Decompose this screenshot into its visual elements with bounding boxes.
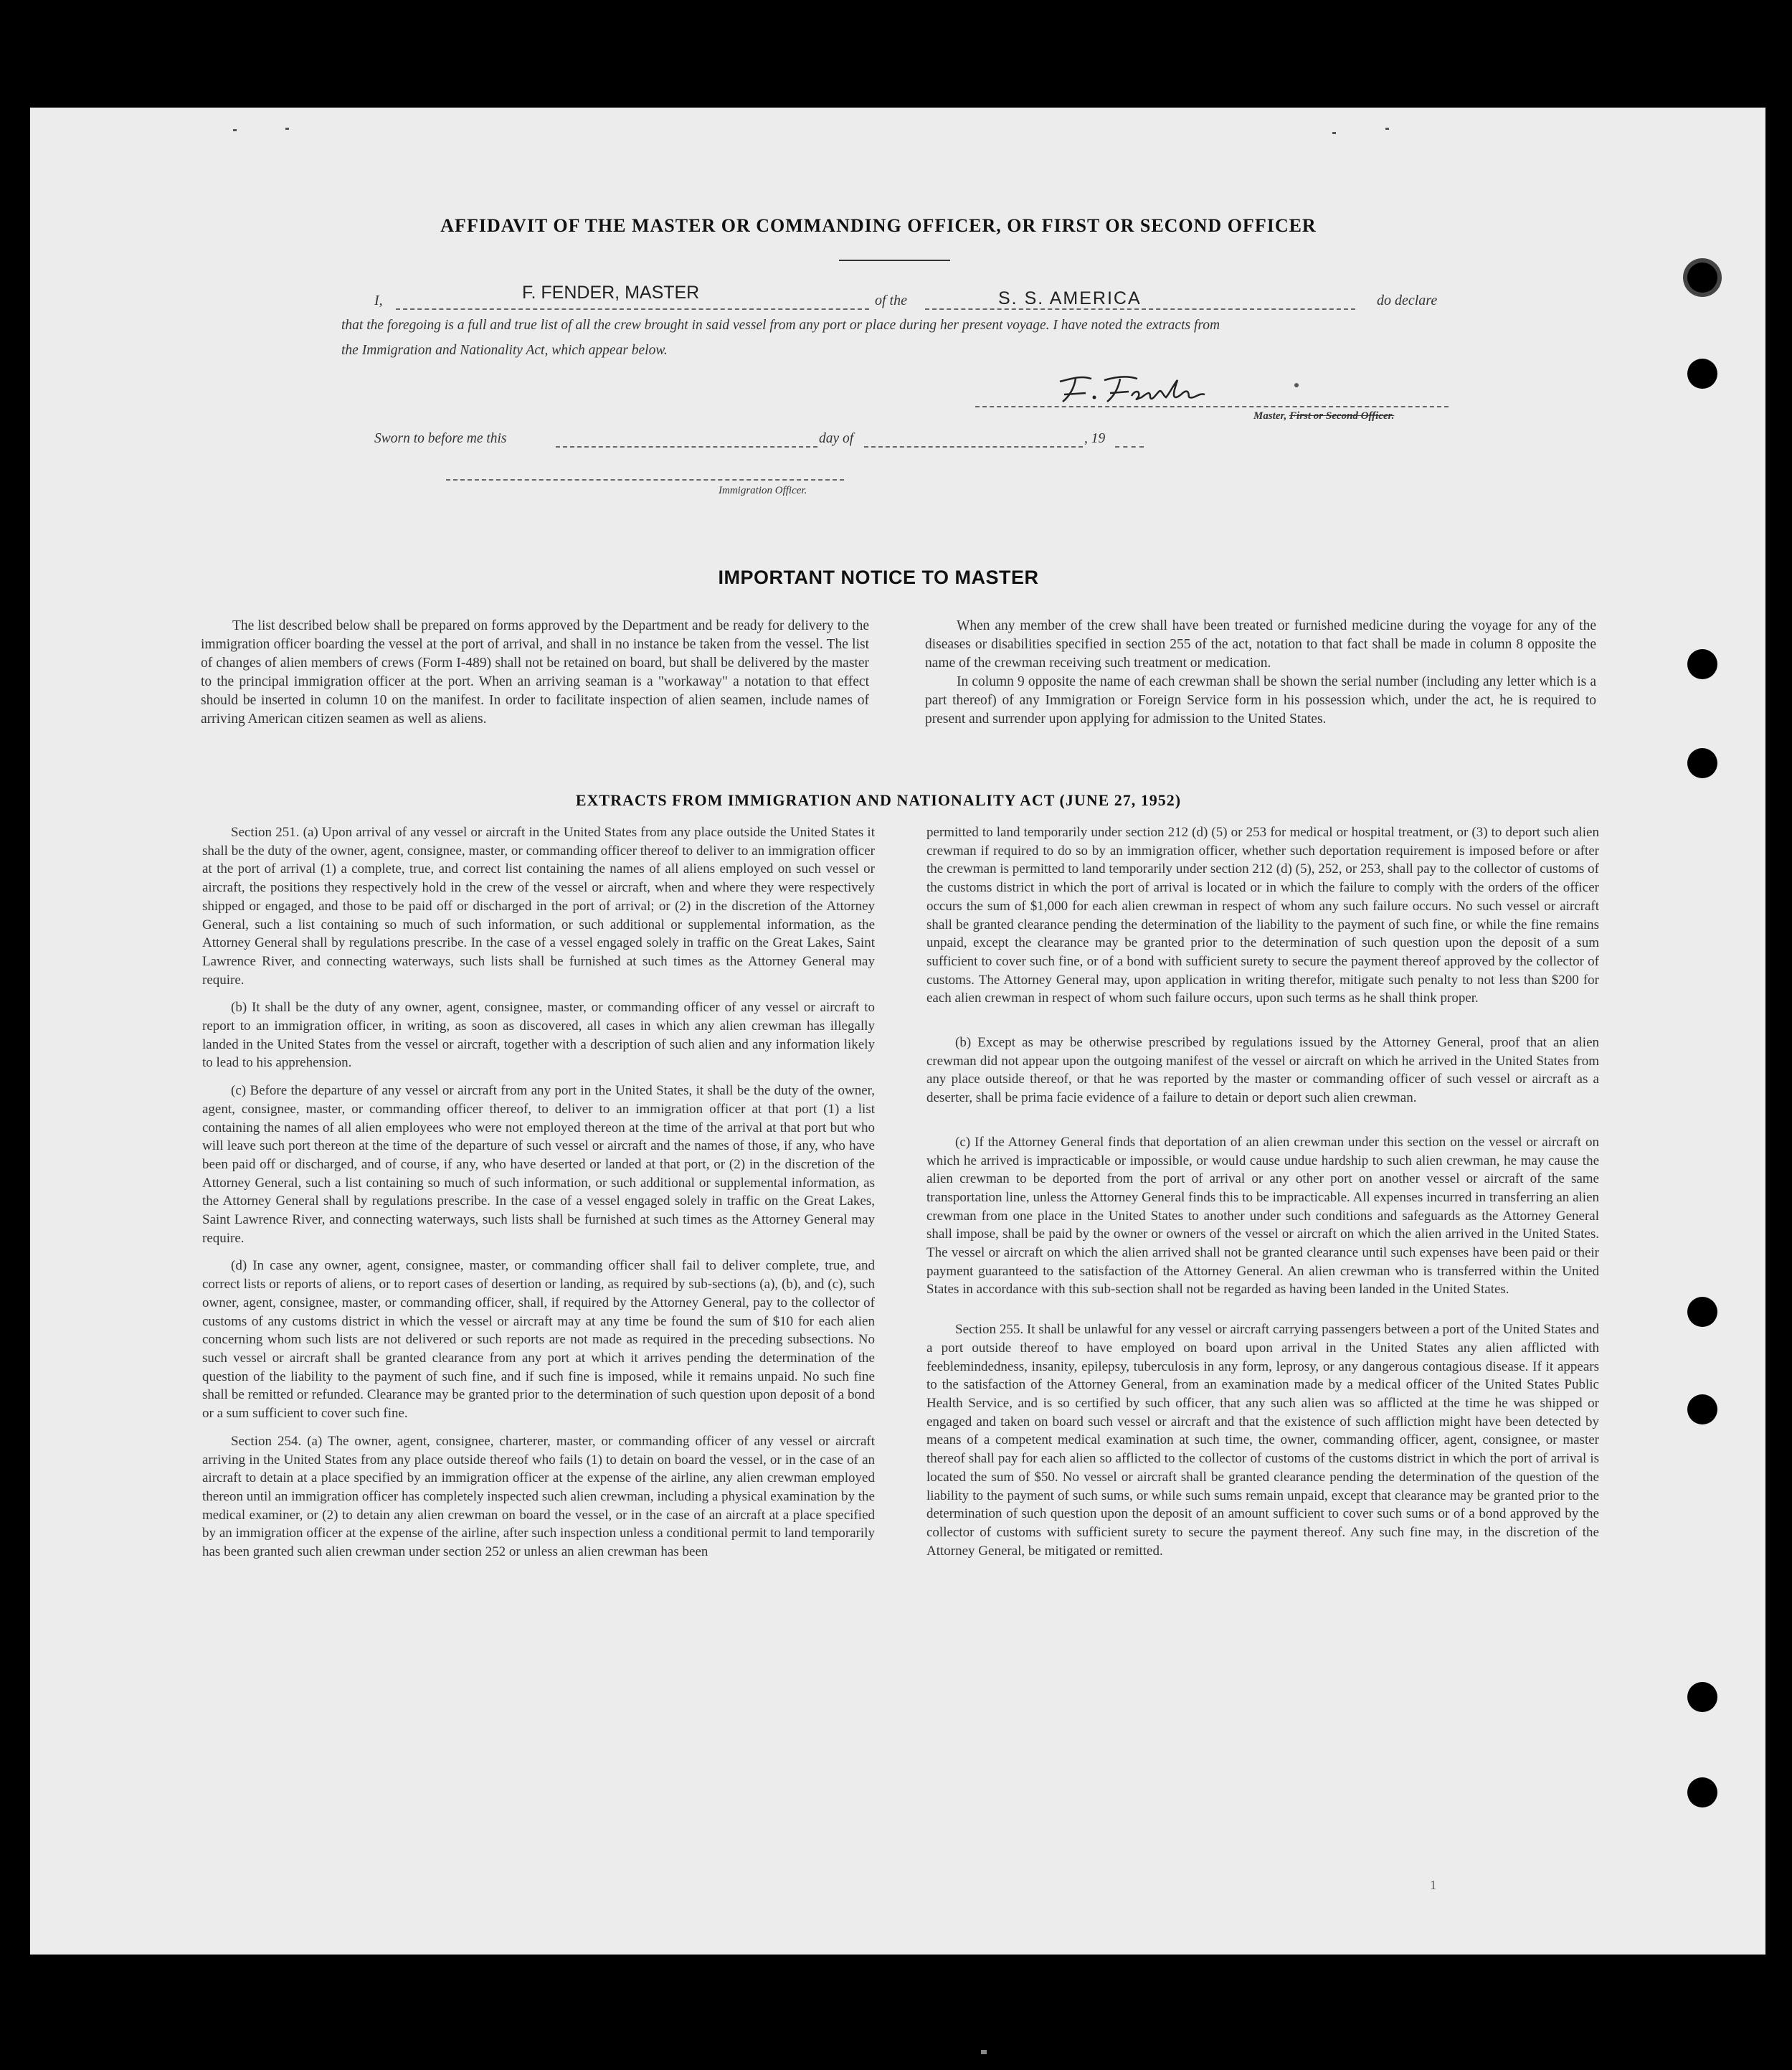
immigration-officer-line [446, 479, 844, 481]
affidavit-prefix: I, [374, 293, 383, 308]
scan-speck [981, 2050, 987, 2054]
day-of-label: day of [819, 431, 854, 446]
notice-title: IMPORTANT NOTICE TO MASTER [718, 567, 1039, 588]
punch-hole [1687, 263, 1717, 293]
year-line [1115, 446, 1144, 448]
section-254-a: Section 254. (a) The owner, agent, consignee, charterer, master, or commanding officer of any vessel or aircraft arriving in the United States from any place outside thereof who fails (1) to detain on board the vessel, or in the case of an aircraft to detain at a place specified by an immigration officer at the expense of the airline, any alien crewman employed thereon until an immigration officer has completely inspected such alien crewman, including a physical examination by the medical examiner, or (2) to detain any alien crewman on board the vessel, or in the case of an aircraft at a place specified by an immigration officer at the expense of the airline, after such inspection unless a conditional permit to land temporarily has been granted such alien crewman under section 252 or unless an alien crewman has been [202, 1433, 875, 1560]
notice-right-text-1: When any member of the crew shall have been treated or furnished medicine during the voyage for any of the diseases or disabilities specified in section 255 of the act, notation to that fact shall be made in column 8 opposite the name of the crewman receiving such treatment or medication. [925, 618, 1596, 671]
section-251-a: Section 251. (a) Upon arrival of any vessel or aircraft in the United States from any place outside the United States it shall be the duty of the owner, agent, consignee, master, or commanding officer thereof to deliver to an immigration officer at the port of arrival (1) a complete, true, and correct list containing the names of all aliens employed on such vessel or aircraft, the positions they respectively hold in the crew of the vessel or aircraft, when and where they were respectively shipped or engaged, and those to be paid off or discharged in the port of arrival; or (2) in the discretion of the Attorney General, such a list containing so much of such information, or such additional or supplemental information, as the Attorney General shall by regulations prescribe. In the case of a vessel engaged solely in traffic on the Great Lakes, Saint Lawrence River, and connecting waterways, such lists shall be furnished at such times as the Attorney General may require. [202, 825, 875, 988]
sworn-label: Sworn to before me this [374, 431, 507, 446]
caption-struck: First or Second Officer. [1289, 410, 1395, 422]
punch-hole [1687, 748, 1717, 778]
name-blank-line [396, 308, 869, 310]
affidavit-title: AFFIDAVIT OF THE MASTER OR COMMANDING OFFICER, OR FIRST OR SECOND OFFICER [440, 215, 1317, 236]
caption-master: Master, [1253, 410, 1287, 422]
year-label: , 19 [1084, 431, 1106, 446]
punch-hole [1687, 1777, 1717, 1807]
master-name: F. FENDER, MASTER [522, 283, 700, 303]
scan-speck [233, 129, 237, 131]
immigration-officer-label: Immigration Officer. [719, 485, 807, 496]
do-declare-label: do declare [1377, 293, 1438, 308]
notice-left-text: The list described below shall be prepared on forms approved by the Department and be ready for delivery to the immigration officer boarding the vessel at the port of arrival, and shall in no instance be taken from the vessel. The list of changes of alien members of crews (Form I-489) shall not be retained on board, but shall be delivered by the master to the principal immigration officer at the port. When an arriving seaman is a "workaway" a notation to that effect should be inserted in column 10 on the manifest. In order to facilitate inspection of alien seamen, include names of arriving American citizen seamen as well as aliens. [201, 618, 869, 727]
master-signature [1054, 367, 1241, 410]
section-251-b: (b) It shall be the duty of any owner, agent, consignee, master, or commanding officer of any vessel or aircraft to report to an immigration officer, in writing, as soon as discovered, all cases in which any alien crewman has illegally landed in the United States from the vessel or aircraft, together with a description of such alien and any information likely to lead to his apprehension. [202, 1000, 875, 1071]
punch-hole [1687, 1682, 1717, 1712]
section-254-c: (c) If the Attorney General finds that deportation of an alien crewman under this section on the vessel or aircraft on which he arrived is impracticable or impossible, or would cause undue hardship to such alien crewman, he may cause the alien crewman to be deported from the port of arrival or any other port on another vessel or aircraft of the same transportation line, unless the Attorney General finds this to be impracticable. All expenses incurred in transferring an alien crewman from one place in the United States to another under such conditions and safeguards as the Attorney General shall impose, shall be paid by the owner or owners of the vessel or aircraft on which the alien arrived in the United States. The vessel or aircraft on which the alien arrived shall not be granted clearance until such expenses have been paid or their payment guaranteed to the satisfaction of the Attorney General. An alien crewman who is transferred within the United States in accordance with this sub-section shall not be regarded as having been landed in the United States. [926, 1134, 1599, 1298]
page-mark: 1 [1430, 1878, 1436, 1892]
title-underline [839, 260, 950, 261]
scan-speck [1385, 128, 1389, 130]
extracts-right-column [926, 823, 1599, 1569]
signature-caption [1253, 410, 1394, 422]
scan-speck [1294, 383, 1299, 387]
punch-hole [1687, 1394, 1717, 1424]
vessel-name: S. S. AMERICA [998, 288, 1142, 308]
statement-line-1: that the foregoing is a full and true list of all the crew brought in said vessel from any port or place during her present voyage. I have noted the extracts from [341, 318, 1220, 333]
scan-speck [285, 128, 289, 130]
signature-line [975, 406, 1449, 407]
scan-speck [1332, 132, 1336, 134]
punch-hole [1687, 1297, 1717, 1327]
notice-left-column [201, 617, 869, 729]
section-254-a-continued: permitted to land temporarily under section 212 (d) (5) or 253 for medical or hospital treatment, or (3) to deport such alien crewman if required to do so by an immigration officer, whether such deportation requirement is imposed before or after the crewman is permitted to land temporarily under section 212 (d) (5), 252, or 253, shall pay to the collector of customs of the customs district in which the port of arrival is located or in which the failure to comply with the orders of the officer occurs the sum of $1,000 for each alien crewman in respect of whom any such failure occurs. No such vessel or aircraft shall be granted clearance pending the determination of the liability to the payment of such fine, or while the fine remains unpaid, except the clearance may be granted prior to the determination of such question upon the deposit of a sum sufficient to cover such fine, or of a bond with sufficient surety to secure the payment thereof approved by the collector of customs. The Attorney General may, upon application in writing therefor, mitigate such penalty to not less than $200 for each alien crewman in respect of whom such failure occurs, upon such terms as he shall think proper. [926, 825, 1599, 1006]
punch-hole [1687, 649, 1717, 679]
of-the-label: of the [875, 293, 907, 308]
statement-line-2: the Immigration and Nationality Act, which appear below. [341, 343, 668, 358]
section-255: Section 255. It shall be unlawful for any vessel or aircraft carrying passengers between a port of the United States and a port outside thereof to have employed on board upon arrival in the United States any alien afflicted with feeblemindedness, insanity, epilepsy, tuberculosis in any form, leprosy, or any dangerous contagious disease. If it appears to the satisfaction of the Attorney General, from an examination made by a medical officer of the United States Public Health Service, and is so certified by such officer, that any such alien was so afflicted at the time he was shipped or engaged and taken on board such vessel or aircraft and that the existence of such affliction might have been detected by means of a competent medical examination at such time, the owner, commanding officer, agent, consignee, or master thereof shall pay for each alien so afflicted to the collector of customs of the customs district in which the port of arrival is located the sum of $50. No vessel or aircraft shall be granted clearance pending the determination of the question of the liability to the payment of such sums, or while such sums remain unpaid, except that clearance may be granted prior to the determination of such question upon the deposit of an amount sufficient to cover such sums or of a bond approved by the collector of customs with sufficient surety to secure the payment thereof. Any such fine may, in the discretion of the Attorney General, be mitigated or remitted. [926, 1322, 1599, 1559]
punch-hole [1687, 359, 1717, 389]
notice-right-column [925, 617, 1596, 729]
extracts-title: EXTRACTS FROM IMMIGRATION AND NATIONALITY ACT (JUNE 27, 1952) [575, 791, 1182, 809]
sworn-date-line [556, 446, 817, 448]
section-254-b: (b) Except as may be otherwise prescribed by regulations issued by the Attorney General, proof that an alien crewman did not appear upon the outgoing manifest of the vessel or aircraft on which he arrived in the United States from any place outside thereof, or that he was reported by the master or commanding officer of such vessel or aircraft as a deserter, shall be prima facie evidence of a failure to detain or deport such alien crewman. [926, 1035, 1599, 1106]
extracts-left-column [202, 823, 875, 1571]
month-line [864, 446, 1083, 448]
section-251-c: (c) Before the departure of any vessel or aircraft from any port in the United States, it shall be the duty of the owner, agent, consignee, master, or commanding officer thereof, to deliver to an immigration officer at that port (1) a list containing the names of all alien employees who were not employed thereon at the time of the arrival at that port but who will leave such port thereon at the time of the departure of such vessel or aircraft and the names of those, if any, who have been paid off or discharged, and of course, if any, who have deserted or landed at that port, or (2) in the discretion of the Attorney General, such a list containing so much of such information, or such additional or supplemental information, as the Attorney General shall by regulations prescribe. In the case of a vessel engaged solely in traffic on the Great Lakes, Saint Lawrence River, and connecting waterways, such lists shall be furnished at such times as the Attorney General may require. [202, 1083, 875, 1246]
section-251-d: (d) In case any owner, agent, consignee, master, or commanding officer shall fail to deliver complete, true, and correct lists or reports of aliens, or to report cases of desertion or landing, as required by sub-sections (a), (b), and (c), such owner, agent, consignee, master, or commanding officer, shall, if required by the Attorney General, pay to the collector of customs of any customs district in which the vessel or aircraft may at any time be found the sum of $10 for each alien concerning whom such lists are not delivered or such reports are not made as required in the preceding subsections. No such vessel or aircraft shall be granted clearance from any port at which it arrives pending the determination of the question of the liability to the payment of such fine, and if such fine is imposed, while it remains unpaid. No such fine shall be remitted or refunded. Clearance may be granted prior to the determination of such question upon deposit of a bond or a sum sufficient to cover such fine. [202, 1258, 875, 1422]
notice-right-text-2: In column 9 opposite the name of each crewman shall be shown the serial number (including any letter which is a part thereof) of any Immigration or Foreign Service form in his possession which, under the act, he is required to present and surrender upon applying for admission to the United States. [925, 674, 1596, 727]
